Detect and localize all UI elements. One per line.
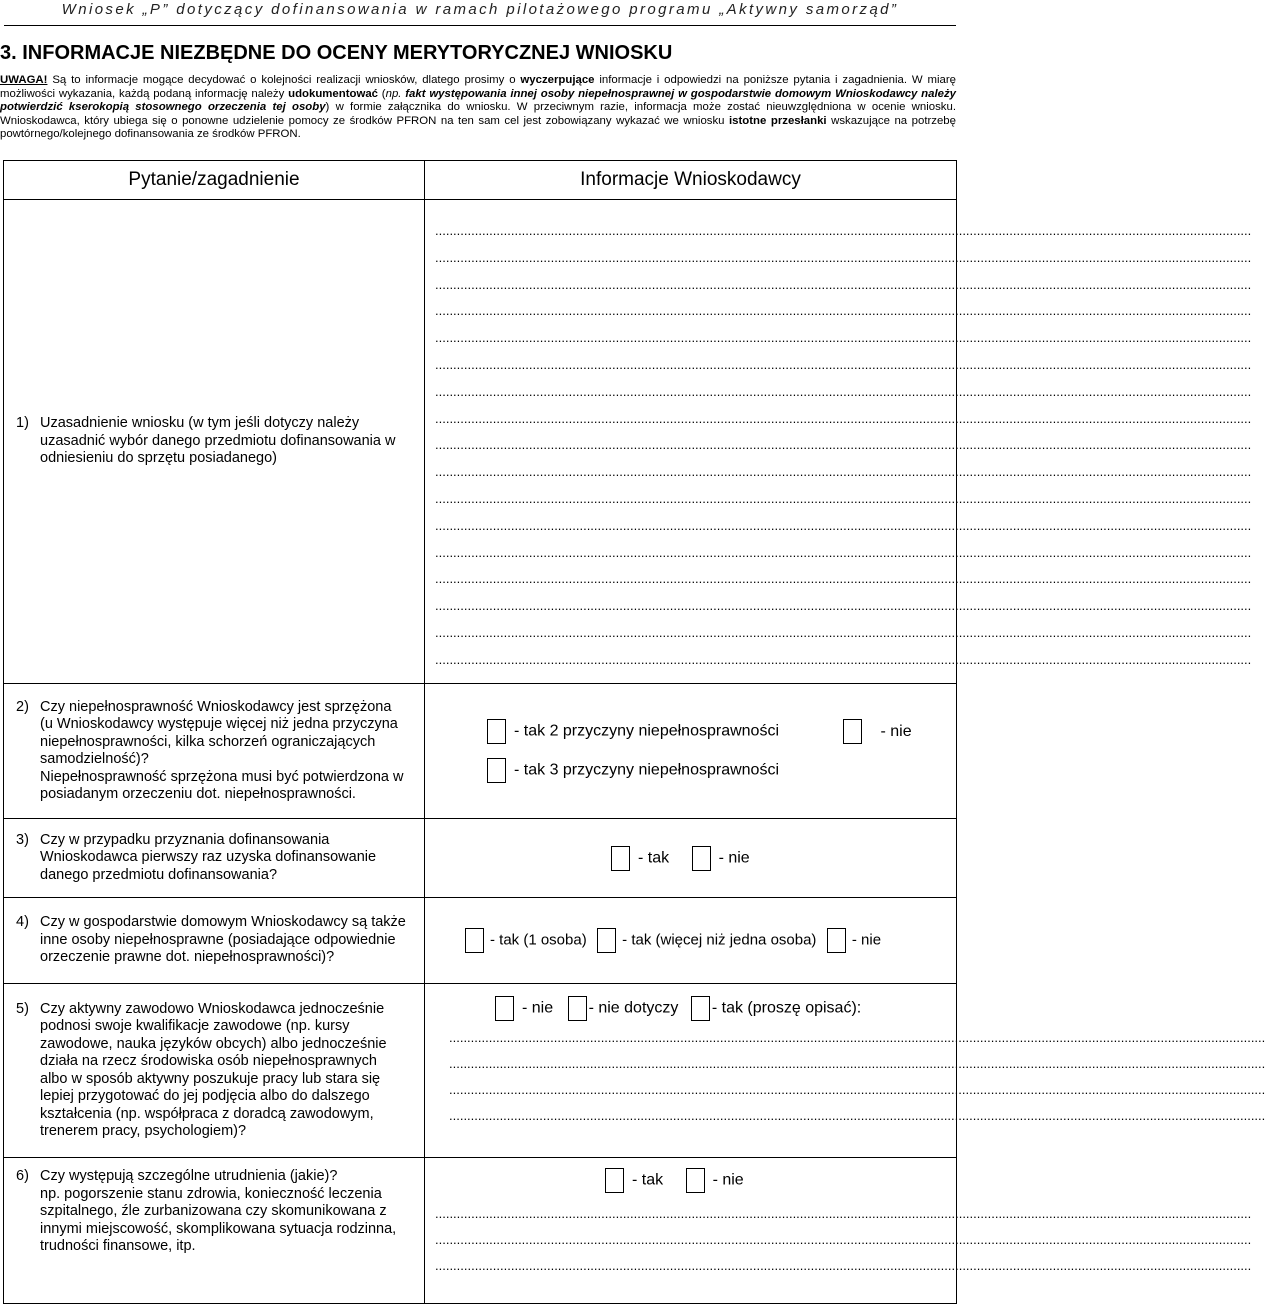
answer-3 [425,819,957,898]
answer-2 [425,684,957,819]
notice-text: ) w formie załącznika do wniosku. W przeciwnym razie, informacja może zostać nieuwzględniona w ocenie wniosku. Wnioskodawca, który ubiega się o ponowne udzielenie pomocy ze środków PFRON na ten sam cel jest zobowiązany wykazać we wniosku [0,101,956,127]
question-number: 1) [16,415,29,432]
answer-6 [425,1158,1252,1304]
question-text: Czy niepełnosprawność Wnioskodawcy jest sprzężona (u Wnioskodawcy występuje więcej niż jedna przyczyna niepełnosprawności, kilka schorzeń ograniczających samodzielność)? [40,698,398,767]
question-5 [4,984,425,1158]
option-label: - nie [880,722,912,740]
dot-line: .................................................................................................................................................................................................................................. [435,330,1252,346]
question-2 [4,684,425,819]
option-label: - tak (1 osoba) [490,931,587,949]
answer-5-field[interactable] [439,1025,1265,1129]
checkbox-not-applicable[interactable] [568,996,587,1021]
question-text: Czy w przypadku przyznania dofinansowania Wnioskodawca pierwszy raz uzyska dofinansowanie danego przedmiotu dofinansowania? [40,831,377,883]
dot-line: .................................................................................................................................................................................................................................. [435,1206,1252,1221]
dot-line: .................................................................................................................................................................................................................................. [449,1056,1265,1071]
notice-text: Są to informacje mogące decydować o kolejności realizacji wniosków, dlatego prosimy o [47,74,521,86]
option-label: - tak [638,849,670,867]
notice-text: informacje i odpowiedzi na poniższe pytania i zagadnienia. W miarę możliwości wykazania, każdą podaną informację należy [0,74,956,100]
answer-dot-lines [435,218,1252,674]
dot-line: .................................................................................................................................................................................................................................. [435,1232,1252,1247]
option-label: - tak [632,1171,664,1189]
dot-line: .................................................................................................................................................................................................................................. [435,356,1252,372]
question-4 [4,898,425,984]
answer-1-field[interactable] [425,200,1252,684]
dot-line: .................................................................................................................................................................................................................................. [435,490,1252,506]
notice-emphasis: istotne przesłanki [729,114,827,127]
notice-paragraph [0,74,956,142]
question-note: np. pogorszenie stanu zdrowia, konieczność leczenia szpitalnego, źle zurbanizowana czy skomunikowana z innymi miejscowość, skomplikowana sytuacja rodzinna, trudności finansowe, itp. [40,1185,397,1254]
questions-table [3,160,1265,1304]
question-number: 3) [16,831,29,848]
notice-emphasis: udokumentować [288,87,378,100]
option-label: - nie dotyczy [588,999,679,1017]
question-text: Czy w gospodarstwie domowym Wnioskodawcy są także inne osoby niepełnosprawne (posiadające odpowiednie orzeczenie prawne dot. niepełnosprawności)? [40,914,406,966]
dot-line: .................................................................................................................................................................................................................................. [435,303,1252,319]
question-number: 6) [16,1168,29,1184]
dot-line: .................................................................................................................................................................................................................................. [449,1108,1265,1123]
checkbox-two-causes[interactable] [487,719,506,744]
question-note: Niepełnosprawność sprzężona musi być potwierdzona w posiadanym orzeczeniu dot. niepełnosprawności. [40,768,404,802]
option-label: - tak (proszę opisać): [711,999,862,1017]
dot-line: .................................................................................................................................................................................................................................. [435,598,1252,614]
column-header-answer: Informacje Wnioskodawcy [425,161,957,200]
dot-line: .................................................................................................................................................................................................................................. [435,651,1252,667]
option-label: - nie [712,1171,744,1189]
dot-line: .................................................................................................................................................................................................................................. [435,410,1252,426]
option-label: - nie [851,931,882,949]
option-label: - nie [718,849,750,867]
dot-line: .................................................................................................................................................................................................................................. [449,1082,1265,1097]
question-number: 2) [16,698,29,715]
question-6 [4,1158,425,1304]
question-text: Czy aktywny zawodowo Wnioskodawca jednocześnie podnosi swoje kwalifikacje zawodowe (np. kursy zawodowe, nauka języków obcych) albo jednocześnie działa na rzecz środowiska osób niepełnosprawnych albo w sposób aktywny poszukuje pracy lub stara się lepiej przygotować do jej podjęcia albo do dalszego kształcenia (np. współpraca z doradcą zawodowym, trenerem pracy, psychologiem)? [40,1000,387,1139]
dot-line: .................................................................................................................................................................................................................................. [435,276,1252,292]
dot-line: .................................................................................................................................................................................................................................. [435,464,1252,480]
notice-text: wskazujące na potrzebę powtórnego/kolejnego dofinansowania ze środków PFRON. [0,114,956,140]
dot-line: .................................................................................................................................................................................................................................. [435,571,1252,587]
checkbox-no[interactable] [686,1168,705,1193]
question-number: 5) [16,1000,29,1017]
section-title: 3. INFORMACJE NIEZBĘDNE DO OCENY MERYTORYCZNEJ WNIOSKU [0,42,673,64]
answer-5 [425,984,1265,1158]
checkbox-more-persons[interactable] [597,928,616,953]
checkbox-no[interactable] [495,996,514,1021]
checkbox-no[interactable] [843,719,862,744]
notice-example: fakt występowania innej osoby niepełnosprawnej w gospodarstwie domowym Wnioskodawcy należy potwierdzić kserokopią stosownego orzeczenia tej osoby [0,87,956,113]
checkbox-one-person[interactable] [465,928,484,953]
question-text: Czy występują szczególne utrudnienia (jakie)? [40,1168,338,1184]
dot-line: .................................................................................................................................................................................................................................. [435,517,1252,533]
notice-emphasis: wyczerpujące [520,74,595,86]
question-number: 4) [16,914,29,931]
running-header: Wniosek „P” dotyczący dofinansowania w ramach pilotażowego programu „Aktywny samorząd” [61,1,899,18]
question-text: Uzasadnienie wniosku (w tym jeśli dotyczy należy uzasadnić wybór danego przedmiotu dofinansowania w odniesieniu do sprzętu posiadanego) [40,415,396,467]
column-header-question: Pytanie/zagadnienie [4,161,425,200]
option-label: - tak 2 przyczyny niepełnosprawności [514,722,780,740]
checkbox-yes-describe[interactable] [691,996,710,1021]
dot-line: .................................................................................................................................................................................................................................. [435,624,1252,640]
dot-line: .................................................................................................................................................................................................................................. [435,437,1252,453]
answer-4 [425,898,957,984]
question-1 [4,200,425,684]
option-label: - tak (więcej niż jedna osoba) [622,931,817,949]
header-rule [4,25,956,26]
notice-warning-label: UWAGA! [0,74,48,86]
notice-text: np. [385,87,402,100]
question-3 [4,819,425,898]
checkbox-yes[interactable] [611,846,630,871]
dot-line: .................................................................................................................................................................................................................................. [435,383,1252,399]
dot-line: .................................................................................................................................................................................................................................. [435,544,1252,560]
notice-text: ( [378,87,386,100]
option-label: - nie [522,999,554,1017]
checkbox-no[interactable] [692,846,711,871]
dot-line: .................................................................................................................................................................................................................................. [435,249,1252,265]
answer-6-field[interactable] [425,1201,1252,1279]
checkbox-no[interactable] [827,928,846,953]
dot-line: .................................................................................................................................................................................................................................. [435,223,1252,238]
option-label: - tak 3 przyczyny niepełnosprawności [514,761,780,779]
dot-line: .................................................................................................................................................................................................................................. [435,1258,1252,1273]
dot-line: .................................................................................................................................................................................................................................. [449,1030,1265,1045]
checkbox-yes[interactable] [605,1168,624,1193]
checkbox-three-causes[interactable] [487,758,506,783]
